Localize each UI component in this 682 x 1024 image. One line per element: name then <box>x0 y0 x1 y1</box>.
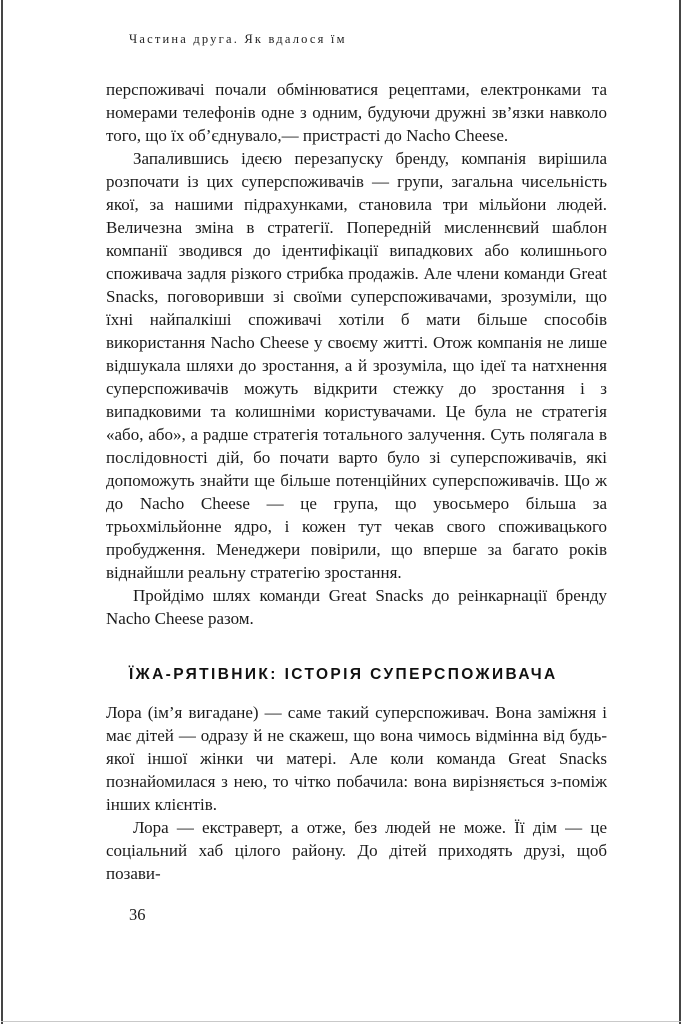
page-number: 36 <box>129 905 146 924</box>
paragraph: Лора — екстраверт, а отже, без людей не може. Її дім — це соціальний хаб цілого району. До дітей приходять друзі, щоб позави- <box>106 818 607 883</box>
text-column <box>106 78 607 885</box>
running-header: Частина друга. Як вдалося їм <box>129 32 347 46</box>
paragraph: Пройдімо шлях команди Great Snacks до реінкарнації бренду Nacho Cheese разом. <box>106 586 607 628</box>
paragraph: Лора (ім’я вигадане) — саме такий суперспоживач. Вона заміжня і має дітей — одразу й не скажеш, що вона чимось відмінна від будь-якої іншої жінки чи матері. Але коли команда Great Snacks познайомилася з нею, то чітко побачила: вона вирізняється з-поміж інших клієнтів. <box>106 703 607 814</box>
section-heading: ЇЖА-РЯТІВНИК: ІСТОРІЯ СУПЕРСПОЖИВАЧА <box>129 666 558 683</box>
paragraph-continuation: перспоживачі почали обмінюватися рецептами, електронками та номерами телефонів одне з одним, будуючи дружні зв’язки навколо того, що їх об’єднувало,— пристрасті до Nacho Cheese. <box>106 80 607 145</box>
page-edge-bottom <box>1 1021 681 1022</box>
page-edge-right <box>679 0 681 1024</box>
paragraph: Запалившись ідеєю перезапуску бренду, компанія вирішила розпочати із цих суперспоживачів — групи, загальна чисельність якої, за нашими підрахунками, становила три мільйони людей. Величезна зміна в стратегії. Попередній мисленнєвий шаблон компанії зводився до ідентифікації випадкових або колишнього споживача задля різкого стрибка продажів. Але члени команди Great Snacks, поговоривши зі своїми суперспоживачами, зрозуміли, що їхні найпалкіші споживачі хотіли б мати більше способів використання Nacho Cheese у своєму житті. Отож компанія не лише відшукала шляхи до зростання, а й зрозуміла, що ідеї та натхнення суперспоживачів можуть відкрити стежку до зростання і з випадковими та колишніми користувачами. Це була не стратегія «або, або», а радше стратегія тотального залучення. Суть полягала в послідовності дій, бо почати варто було зі суперспоживачів, які допоможуть знайти ще більше потенційних суперспоживачів. Що ж до Nacho Cheese — це група, що увосьмеро більша за трьохмільйонне ядро, і кожен тут чекав свого споживацького пробудження. Менеджери повірили, що вперше за багато років віднайшли реальну стратегію зростання. <box>106 149 607 582</box>
page-edge-left <box>1 0 3 1024</box>
